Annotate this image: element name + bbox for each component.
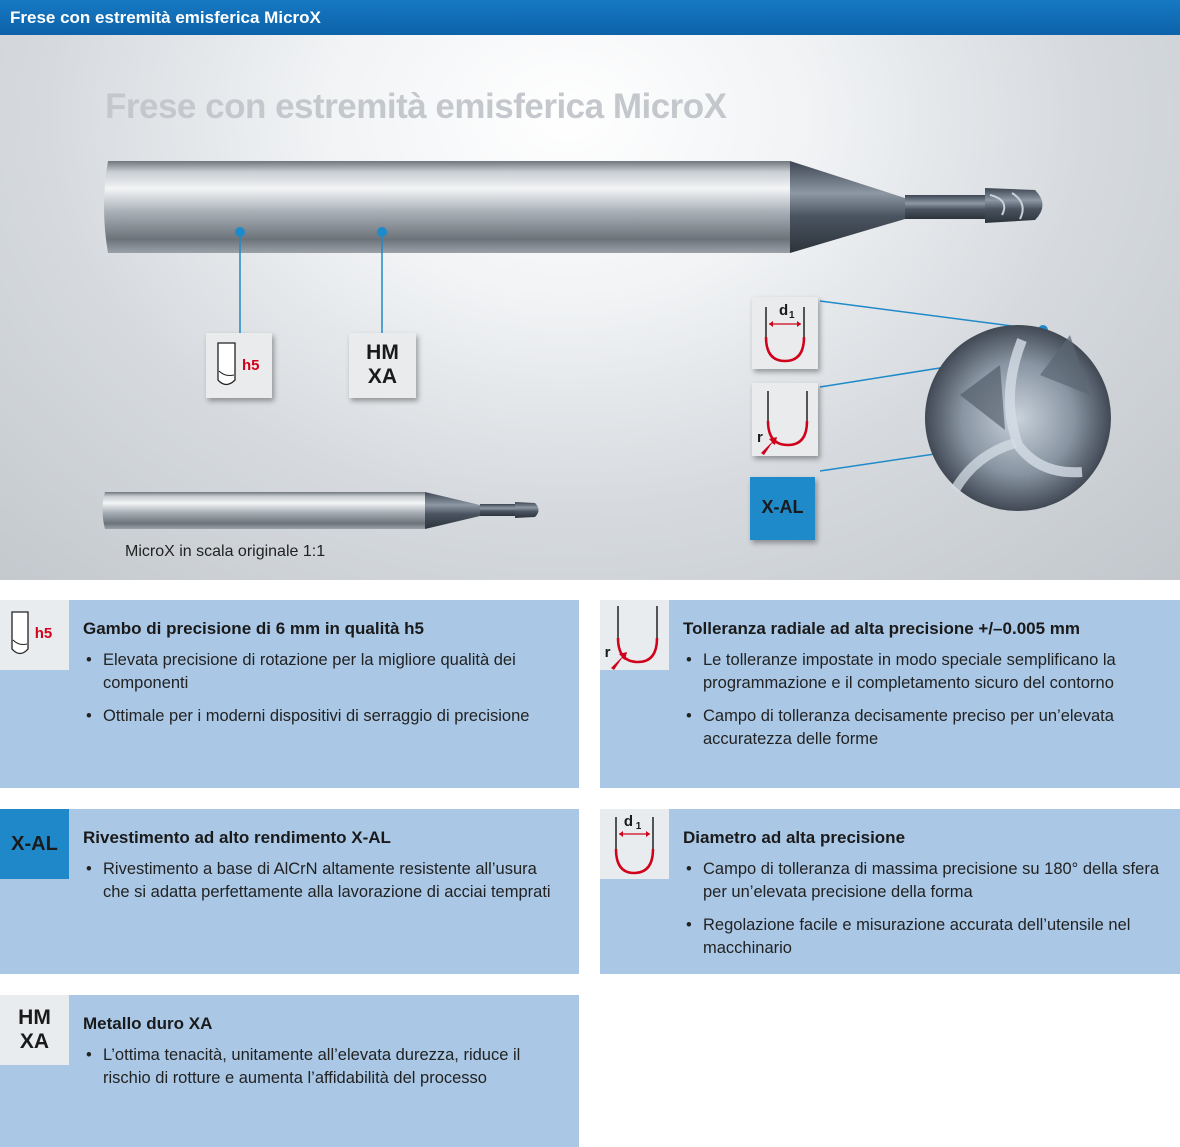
hm-xa-tag — [349, 333, 416, 398]
card-carbide-icon-box — [0, 995, 69, 1065]
card-radius — [600, 600, 1180, 788]
card-diameter-icon-box — [600, 809, 669, 879]
card-shank — [0, 600, 579, 788]
card-carbide-title: Metallo duro XA — [83, 1014, 213, 1033]
card-diameter-icon-sub: 1 — [635, 821, 642, 832]
r-label: r — [757, 429, 763, 446]
d1-sub-label: 1 — [789, 310, 795, 321]
hero-title: Frese con estremità emisferica MicroX — [105, 87, 727, 126]
card-shank-list — [83, 649, 563, 738]
card-shank-title: Gambo di precisione di 6 mm in qualità h5 — [83, 619, 425, 638]
card-carbide — [0, 995, 579, 1147]
header-bar — [0, 0, 1180, 35]
h5-tag — [206, 333, 272, 398]
card-coating-icon-label: X-AL — [11, 833, 58, 855]
card-shank-icon-box — [0, 600, 69, 670]
list-item: • Campo di tolleranza di massima precisione su 180° della sfera per un’elevata precisione della forma — [683, 858, 1163, 904]
card-coating-list — [83, 858, 563, 914]
list-item: • Elevata precisione di rotazione per la migliore qualità dei componenti — [83, 649, 563, 695]
list-item: • Ottimale per i moderni dispositivi di serraggio di precisione — [83, 705, 563, 728]
list-item: • Le tolleranze impostate in modo speciale semplificano la programmazione e il completamento sicuro del contorno — [683, 649, 1163, 695]
list-item: • Regolazione facile e misurazione accurata dell’utensile nel macchinario — [683, 914, 1163, 960]
card-coating-title: Rivestimento ad alto rendimento X-AL — [83, 828, 391, 847]
tool-large — [104, 161, 1043, 253]
d1-label: d — [779, 302, 789, 319]
shank-icon — [206, 333, 272, 398]
card-carbide-icon-line1: HM — [18, 1006, 51, 1029]
h5-label: h5 — [242, 357, 260, 374]
xal-tag — [750, 477, 815, 540]
card-diameter-title: Diametro ad alta precisione — [683, 828, 906, 847]
card-radius-title: Tolleranza radiale ad alta precisione +/–0.005 mm — [683, 619, 1081, 638]
ball-end-closeup — [925, 325, 1111, 511]
card-radius-icon-box — [600, 600, 669, 670]
card-radius-icon-label: r — [604, 644, 611, 661]
header-title: Frese con estremità emisferica MicroX — [10, 8, 321, 27]
card-diameter-list — [683, 858, 1163, 970]
card-diameter — [600, 809, 1180, 974]
hm-label: HM — [366, 341, 399, 364]
card-shank-icon-label: h5 — [34, 625, 53, 642]
list-item: • Rivestimento a base di AlCrN altamente resistente all’usura che si adatta perfettamente alla lavorazione di acciai temprati — [83, 858, 563, 904]
d1-tag — [752, 297, 818, 369]
tool-small — [103, 492, 539, 529]
scale-caption: MicroX in scala originale 1:1 — [125, 543, 326, 560]
xa-label: XA — [367, 365, 398, 388]
list-item: • L’ottima tenacità, unitamente all’elevata durezza, riduce il rischio di rotture e aumenta l’affidabilità del processo — [83, 1044, 563, 1090]
card-diameter-icon-label: d — [623, 813, 634, 830]
card-coating-icon-box — [0, 809, 69, 879]
xal-label: X-AL — [761, 497, 804, 517]
radius-tag — [752, 383, 818, 456]
card-carbide-list — [83, 1044, 563, 1100]
hero-illustration — [0, 35, 1180, 580]
card-radius-list — [683, 649, 1163, 761]
list-item: • Campo di tolleranza decisamente preciso per un’elevata accuratezza delle forme — [683, 705, 1163, 751]
card-carbide-icon-line2: XA — [19, 1030, 50, 1053]
hero-section — [0, 35, 1180, 580]
card-coating — [0, 809, 579, 974]
